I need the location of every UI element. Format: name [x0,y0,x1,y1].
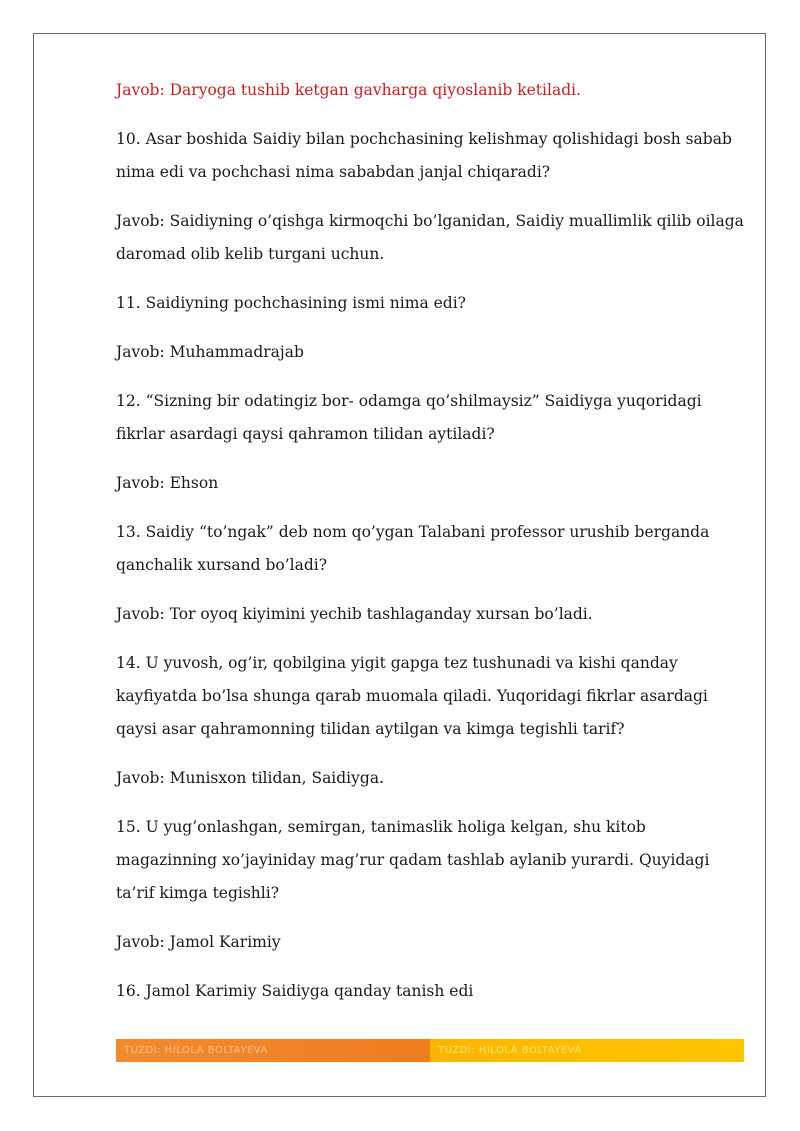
document-body [116,74,748,1024]
question-paragraph: 10. Asar boshida Saidiy bilan pochchasining kelishmay qolishidagi bosh sabab nima edi va pochchasi nima sababdan janjal chiqaradi? [116,130,732,181]
page-footer [116,1039,744,1062]
answer-paragraph: Javob: Daryoga tushib ketgan gavharga qiyoslanib ketiladi. [116,81,581,99]
answer-paragraph: Javob: Munisxon tilidan, Saidiyga. [116,769,384,787]
footer-author-right: TUZDI: HILOLA BOLTAYEVA [430,1039,744,1062]
answer-paragraph: Javob: Muhammadrajab [116,343,304,361]
answer-paragraph: Javob: Ehson [116,474,219,492]
question-paragraph: 16. Jamol Karimiy Saidiyga qanday tanish edi [116,982,474,1000]
answer-paragraph: Javob: Tor oyoq kiyimini yechib tashlaganday xursan bo’ladi. [116,605,593,623]
question-paragraph: 14. U yuvosh, og’ir, qobilgina yigit gapga tez tushunadi va kishi qanday kayfiyatda bo’lsa shunga qarab muomala qiladi. Yuqoridagi fikrlar asardagi qaysi asar qahramonning tilidan aytilgan va kimga tegishli tarif? [116,654,708,738]
question-paragraph: 13. Saidiy “to’ngak” deb nom qo’ygan Talabani professor urushib berganda qanchalik xursand bo’ladi? [116,523,710,574]
question-paragraph: 12. “Sizning bir odatingiz bor- odamga qo’shilmaysiz” Saidiyga yuqoridagi fikrlar asardagi qaysi qahramon tilidan aytiladi? [116,392,702,443]
question-paragraph: 11. Saidiyning pochchasining ismi nima edi? [116,294,466,312]
question-paragraph: 15. U yug’onlashgan, semirgan, tanimaslik holiga kelgan, shu kitob magazinning xo’jayiniday mag’rur qadam tashlab aylanib yurardi. Quyidagi ta’rif kimga tegishli? [116,818,710,902]
answer-paragraph: Javob: Saidiyning o’qishga kirmoqchi bo’lganidan, Saidiy muallimlik qilib oilaga daromad olib kelib turgani uchun. [116,212,744,263]
document-page [33,33,766,1097]
answer-paragraph: Javob: Jamol Karimiy [116,933,281,951]
footer-author-left: TUZDI: HILOLA BOLTAYEVA [116,1039,430,1062]
